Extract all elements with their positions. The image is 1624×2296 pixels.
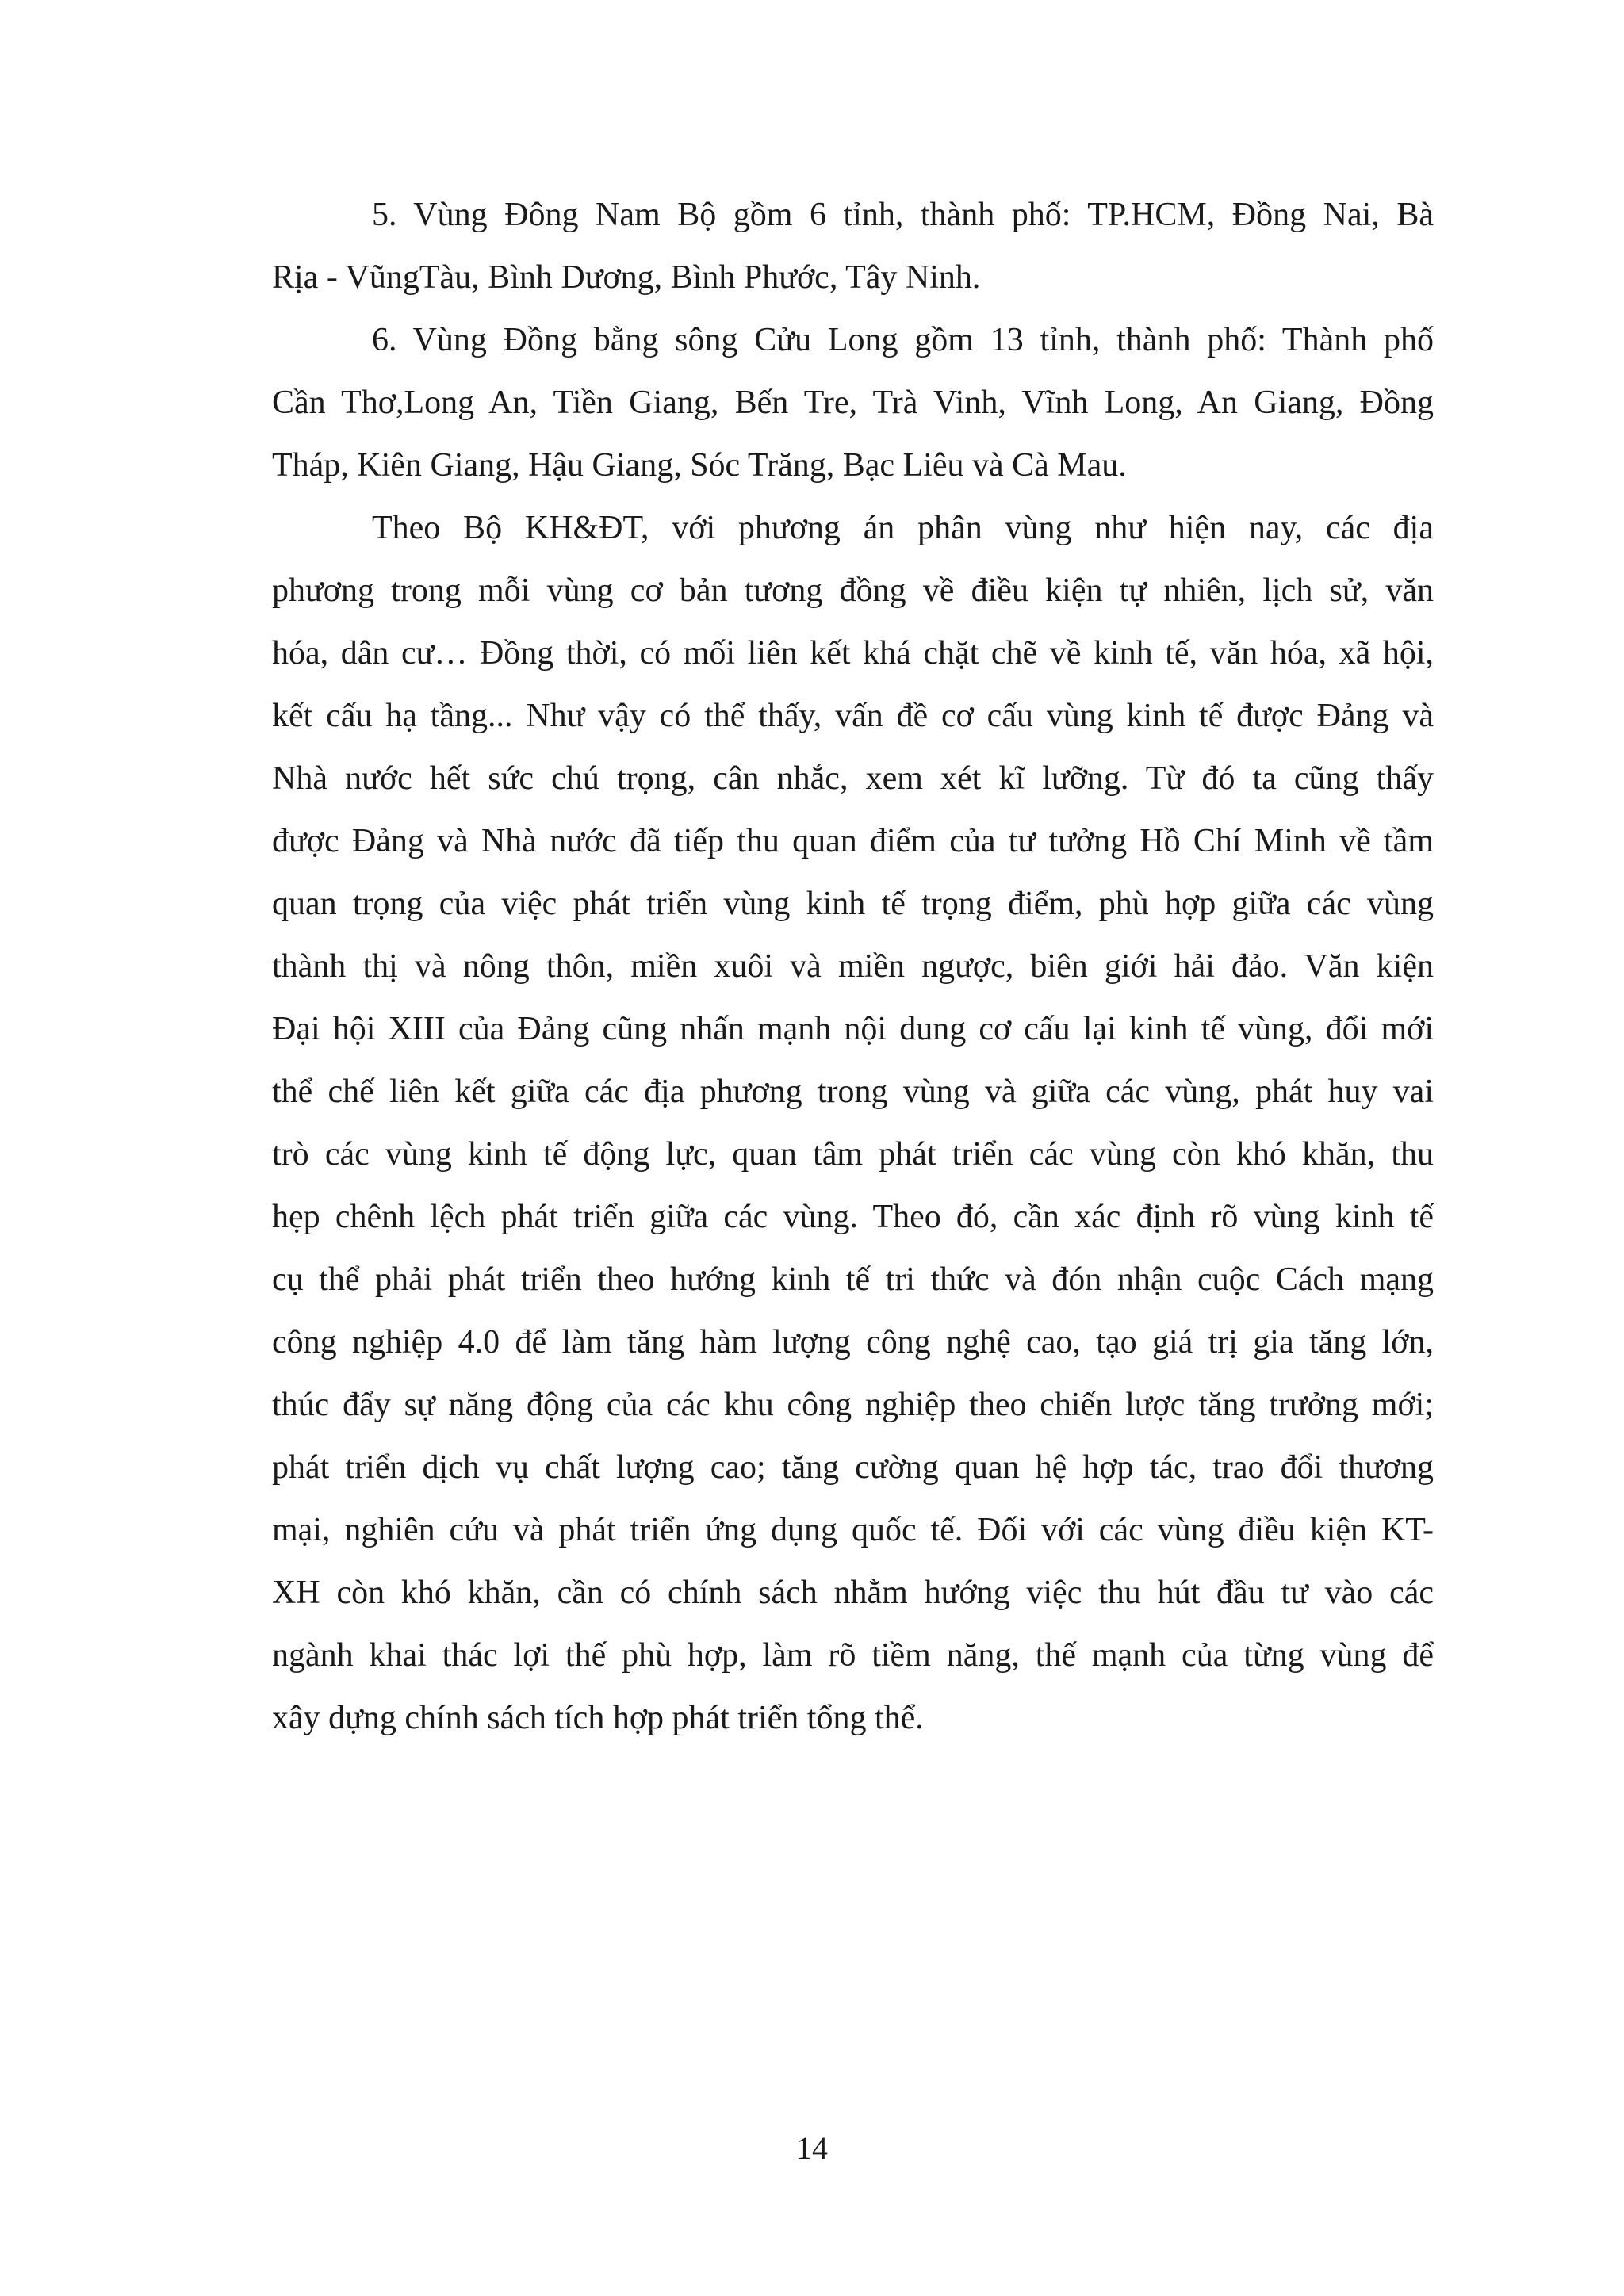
paragraph-3-line-3: hóa, dân cư… Đồng thời, có mối liên kết khá chặt chẽ về kinh tế, văn hóa, xã hội, xyxy=(272,635,1434,672)
paragraph-3-line-20: xây dựng chính sách tích hợp phát triển tổng thể. xyxy=(272,1700,924,1736)
paragraph-2-line-2: Cần Thơ,Long An, Tiền Giang, Bến Tre, Trà Vinh, Vĩnh Long, An Giang, Đồng xyxy=(272,385,1434,421)
paragraph-3-line-14: công nghiệp 4.0 để làm tăng hàm lượng công nghệ cao, tạo giá trị gia tăng lớn, xyxy=(272,1324,1434,1360)
paragraph-3-line-11: trò các vùng kinh tế động lực, quan tâm phát triển các vùng còn khó khăn, thu xyxy=(272,1136,1434,1173)
paragraph-2-line-3: Tháp, Kiên Giang, Hậu Giang, Sóc Trăng, Bạc Liêu và Cà Mau. xyxy=(272,447,1127,484)
paragraph-3-line-15: thúc đẩy sự năng động của các khu công nghiệp theo chiến lược tăng trưởng mới; xyxy=(272,1387,1434,1423)
paragraph-3-line-7: quan trọng của việc phát triển vùng kinh tế trọng điểm, phù hợp giữa các vùng xyxy=(272,886,1434,922)
paragraph-1-line-2: Rịa - VũngTàu, Bình Dương, Bình Phước, Tây Ninh. xyxy=(272,259,981,296)
paragraph-3-line-2: phương trong mỗi vùng cơ bản tương đồng về điều kiện tự nhiên, lịch sử, văn xyxy=(272,572,1434,609)
paragraph-3-line-17: mại, nghiên cứu và phát triển ứng dụng quốc tế. Đối với các vùng điều kiện KT- xyxy=(272,1512,1434,1548)
paragraph-3-line-16: phát triển dịch vụ chất lượng cao; tăng cường quan hệ hợp tác, trao đổi thương xyxy=(272,1449,1434,1486)
page-number: 14 xyxy=(796,2130,828,2166)
paragraph-3-line-10: thể chế liên kết giữa các địa phương trong vùng và giữa các vùng, phát huy vai xyxy=(272,1073,1434,1110)
paragraph-3-line-4: kết cấu hạ tầng... Như vậy có thể thấy, vấn đề cơ cấu vùng kinh tế được Đảng và xyxy=(272,698,1434,734)
body-text xyxy=(272,184,1434,1750)
paragraph-2-line-1: 6. Vùng Đồng bằng sông Cửu Long gồm 13 tỉnh, thành phố: Thành phố xyxy=(372,322,1434,358)
paragraph-3-line-5: Nhà nước hết sức chú trọng, cân nhắc, xem xét kĩ lưỡng. Từ đó ta cũng thấy xyxy=(272,760,1434,797)
paragraph-3-line-18: XH còn khó khăn, cần có chính sách nhằm hướng việc thu hút đầu tư vào các xyxy=(272,1575,1434,1611)
paragraph-3-line-12: hẹp chênh lệch phát triển giữa các vùng. Theo đó, cần xác định rõ vùng kinh tế xyxy=(272,1199,1434,1235)
paragraph-3-line-19: ngành khai thác lợi thế phù hợp, làm rõ tiềm năng, thế mạnh của từng vùng để xyxy=(272,1637,1434,1674)
paragraph-3-line-1: Theo Bộ KH&ĐT, với phương án phân vùng như hiện nay, các địa xyxy=(372,510,1434,546)
paragraph-3-line-6: được Đảng và Nhà nước đã tiếp thu quan điểm của tư tưởng Hồ Chí Minh về tầm xyxy=(272,823,1434,859)
paragraph-1-line-1: 5. Vùng Đông Nam Bộ gồm 6 tỉnh, thành phố: TP.HCM, Đồng Nai, Bà xyxy=(372,197,1434,233)
paragraph-3-line-9: Đại hội XIII của Đảng cũng nhấn mạnh nội dung cơ cấu lại kinh tế vùng, đổi mới xyxy=(272,1011,1434,1047)
paragraph-3-line-13: cụ thể phải phát triển theo hướng kinh tế tri thức và đón nhận cuộc Cách mạng xyxy=(272,1261,1434,1298)
paragraph-3-line-8: thành thị và nông thôn, miền xuôi và miền ngược, biên giới hải đảo. Văn kiện xyxy=(272,948,1434,985)
